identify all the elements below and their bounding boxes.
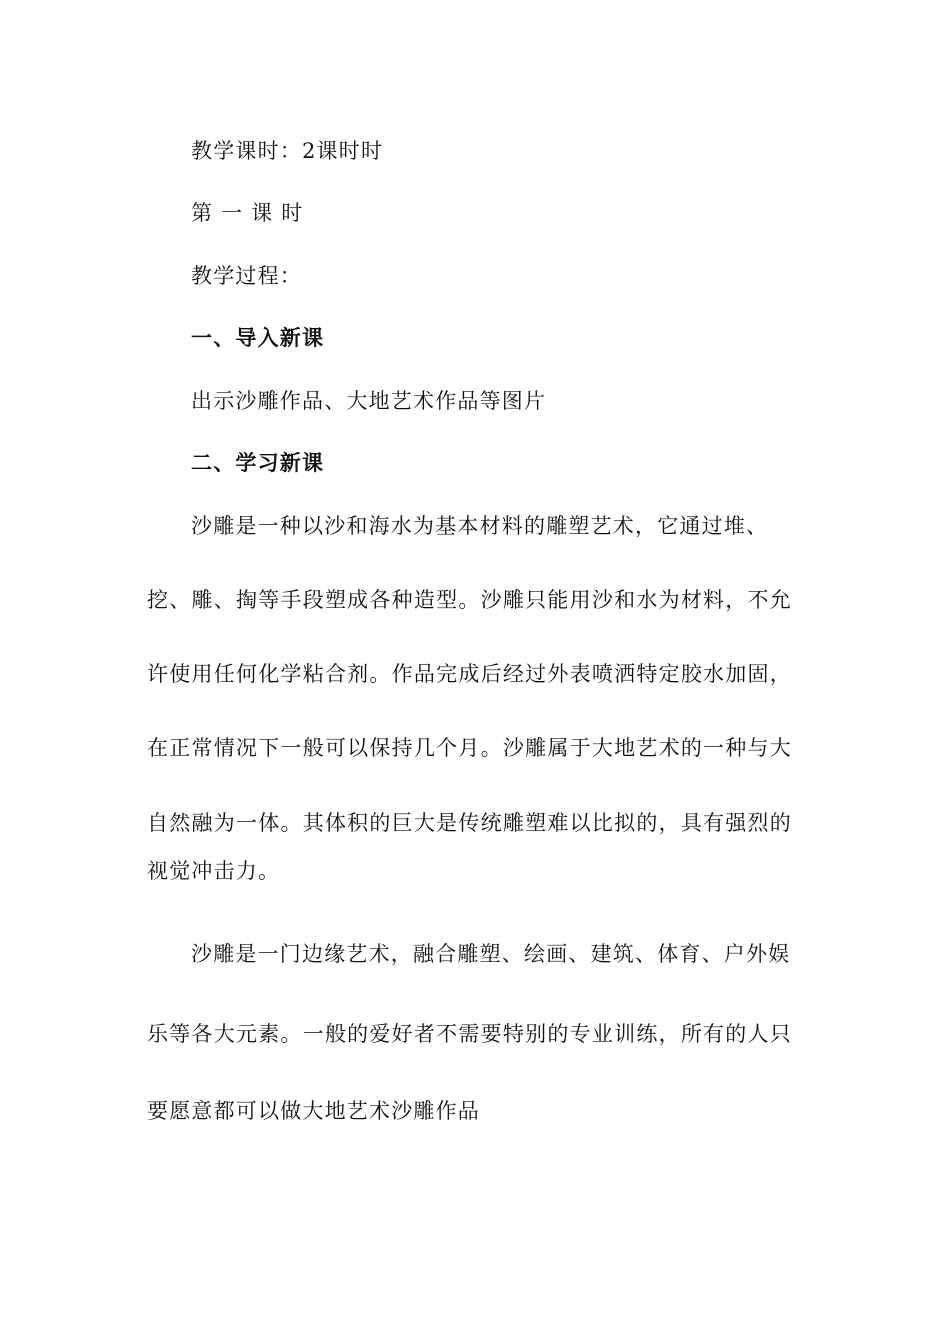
first-period-heading: 第 一 课 时	[191, 201, 304, 225]
paragraph2-line-1: 沙雕是一门边缘艺术，融合雕塑、绘画、建筑、体育、户外娱	[191, 942, 791, 966]
process-label: 教学过程：	[191, 264, 302, 288]
section1-text: 出示沙雕作品、大地艺术作品等图片	[191, 389, 547, 413]
paragraph1-line-3: 许使用任何化学粘合剂。作品完成后经过外表喷洒特定胶水加固，	[147, 662, 792, 686]
paragraph2-line-3: 要愿意都可以做大地艺术沙雕作品	[147, 1099, 480, 1123]
paragraph1-line-5: 自然融为一体。其体积的巨大是传统雕塑难以比拟的，具有强烈的	[147, 811, 792, 835]
paragraph1-line-6: 视觉冲击力。	[147, 859, 281, 883]
paragraph1-line-1: 沙雕是一种以沙和海水为基本材料的雕塑艺术，它通过堆、	[191, 514, 769, 538]
paragraph1-line-4: 在正常情况下一般可以保持几个月。沙雕属于大地艺术的一种与大	[147, 736, 792, 760]
section1-heading: 一、导入新课	[191, 325, 325, 350]
section2-heading: 二、学习新课	[191, 450, 325, 475]
paragraph2-line-2: 乐等各大元素。一般的爱好者不需要特别的专业训练，所有的人只	[147, 1022, 792, 1046]
paragraph1-line-2: 挖、雕、掏等手段塑成各种造型。沙雕只能用沙和水为材料，不允	[147, 588, 792, 612]
lesson-hours: 教学课时：2课时时	[191, 139, 384, 163]
